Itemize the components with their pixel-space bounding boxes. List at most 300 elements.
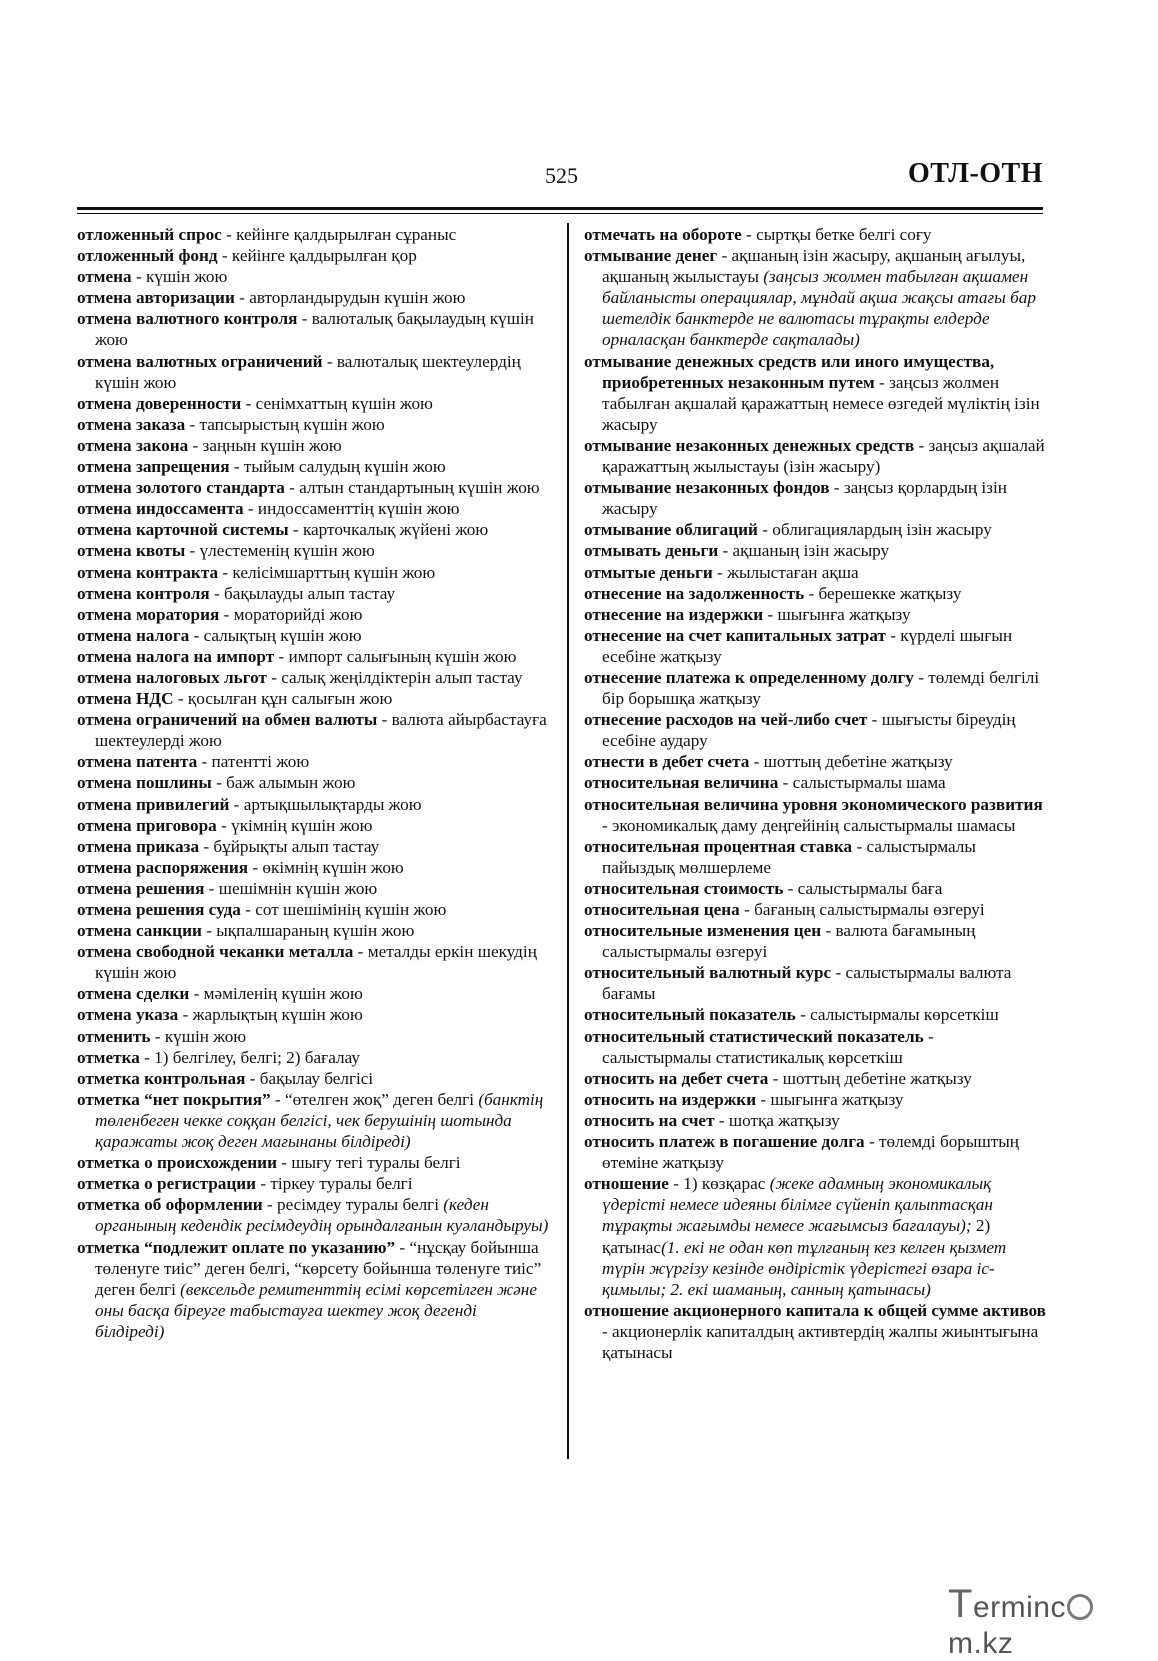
entry-term: отнесение платежа к определенному долгу: [584, 667, 914, 687]
entry-term: отмена золотого стандарта: [77, 478, 285, 498]
column-divider: [567, 223, 569, 1459]
entry-definition: салыстырмалы көрсеткіш: [810, 1005, 999, 1025]
dictionary-entry: [584, 836, 1046, 878]
entry-term: отметка “нет покрытия”: [77, 1089, 271, 1109]
entry-definition: салыстырмалы пайыздық мөлшерлеме: [602, 836, 976, 877]
entry-term: отмывание незаконных фондов: [584, 478, 830, 498]
entry-definition: ықпалшараның күшін жою: [216, 921, 415, 941]
dictionary-entry: [77, 393, 549, 414]
entry-definition: заңсыз қорлардың ізін жасыру: [602, 478, 1007, 519]
entry-separator: -: [602, 1321, 613, 1341]
dictionary-entry: [584, 1068, 1046, 1089]
entry-term: отметка “подлежит оплате по указанию”: [77, 1237, 396, 1257]
entry-note: (банктің төленбеген чекке соққан белгісі, чек берушінің шотында қаражаты жоқ деген мағынаны білдіреді): [95, 1089, 544, 1152]
dictionary-entry: [584, 772, 1046, 793]
entry-definition: кейінге қалдырылған қор: [231, 246, 417, 266]
entry-term: относительный валютный курс: [584, 963, 832, 983]
watermark-text-3: m.kz: [948, 1627, 1014, 1660]
entry-definition: заңнын күшін жою: [202, 435, 342, 455]
entry-term: отмывание облигаций: [584, 520, 758, 540]
entry-separator: -: [131, 267, 146, 287]
entry-separator: -: [852, 836, 867, 856]
entry-definition: салық жеңілдіктерін алып тастау: [281, 667, 523, 687]
entry-definition: жарлықтың күшін жою: [192, 1005, 363, 1025]
entry-definition: берешекке жатқызу: [818, 583, 962, 603]
entry-term: отмена решения: [77, 878, 205, 898]
watermark-letter-t: T: [948, 1582, 973, 1626]
entry-definition: ақшаның ізін жасыру, ақшаның ағылуы, ақшаның жылыстауы: [602, 246, 1026, 287]
watermark-text-2: c: [1050, 1591, 1066, 1624]
entry-separator: -: [189, 984, 204, 1004]
dictionary-entry: [77, 435, 549, 456]
entry-separator: -: [712, 562, 728, 582]
entry-term: отмена заказа: [77, 414, 186, 434]
dictionary-entry: [77, 224, 549, 245]
dictionary-entry: [584, 583, 1046, 604]
entry-separator: -: [288, 520, 303, 540]
dictionary-entry: [77, 519, 549, 540]
entry-separator: -: [768, 1068, 783, 1088]
dictionary-entry: [77, 245, 549, 266]
entry-term: отметка: [77, 1047, 140, 1067]
dictionary-entry: [584, 477, 1046, 519]
entry-definition: салыстырмалы статистикалық көрсеткіш: [602, 1047, 903, 1067]
entry-separator: -: [831, 963, 846, 983]
dictionary-entry: [584, 1004, 1046, 1025]
header-rule-thick: [77, 207, 1043, 210]
entry-definition: валюталық шектеулердің күшін жою: [95, 351, 521, 392]
entry-term: отмена патента: [77, 752, 198, 772]
dictionary-entry: [77, 583, 549, 604]
entry-definition: “нұсқау бойынша төленуге тиіс” деген белгі, “көрсету бойынша төленуге тиіс” деген белгі: [95, 1237, 542, 1299]
entry-term: отмена приказа: [77, 836, 200, 856]
dictionary-entry: [77, 836, 549, 857]
entry-definition: күрделі шығын есебіне жатқызу: [602, 625, 1013, 666]
entry-separator: -: [197, 752, 212, 772]
entry-definition: импорт салығының күшін жою: [288, 646, 517, 666]
entry-separator: -: [795, 1005, 811, 1025]
entry-definition: келісімшарттың күшін жою: [232, 562, 436, 582]
entry-definition: патентті жою: [211, 752, 310, 772]
entry-definition: тапсырыстың күшін жою: [199, 414, 385, 434]
entry-separator: -: [284, 478, 300, 498]
entry-separator: -: [353, 942, 368, 962]
entry-definition: авторландырудын күшін жою: [249, 288, 466, 308]
entry-definition: үкімнің күшін жою: [231, 815, 373, 835]
entry-term: относить на дебет счета: [584, 1068, 769, 1088]
entry-separator: -: [763, 604, 778, 624]
dictionary-entry: [77, 646, 549, 667]
entry-definition: күшін жою: [164, 1026, 247, 1046]
entry-separator: -: [270, 1089, 285, 1109]
entry-term: отмена привилегий: [77, 794, 230, 814]
entry-definition: күшін жою: [145, 267, 228, 287]
entry-term: отмытые деньги: [584, 562, 713, 582]
dictionary-entry: [77, 772, 549, 793]
dictionary-entry: [77, 815, 549, 836]
entry-separator: -: [185, 414, 200, 434]
dictionary-entry: [584, 1131, 1046, 1173]
dictionary-entry: [77, 751, 549, 772]
dictionary-entry: [584, 245, 1046, 350]
entry-term: относительная величина уровня экономического развития: [584, 794, 1043, 814]
header-rule-thin: [77, 213, 1043, 214]
dictionary-entry: [77, 562, 549, 583]
dictionary-entry: [77, 498, 549, 519]
entry-separator: -: [218, 562, 233, 582]
dictionary-entry: [77, 308, 549, 350]
entry-definition: жылыстаған ақша: [727, 562, 859, 582]
entry-separator: -: [395, 1237, 410, 1257]
entry-term: отмена сделки: [77, 984, 190, 1004]
entry-separator: -: [139, 1047, 155, 1067]
entry-separator: -: [243, 499, 258, 519]
dictionary-entry: [77, 456, 549, 477]
entry-separator: -: [778, 773, 793, 793]
entry-term: отмена контроля: [77, 583, 210, 603]
entry-definition: мәміленің күшін жою: [203, 984, 363, 1004]
entry-separator: -: [241, 393, 256, 413]
entry-definition: сот шешімінің күшін жою: [255, 900, 447, 919]
entry-separator: -: [188, 435, 203, 455]
entry-definition: акционерлік капиталдың активтердің жалпы жиынтығына қатынасы: [602, 1321, 1039, 1362]
dictionary-entry: [77, 1173, 549, 1194]
entry-term: отнесение на издержки: [584, 604, 764, 624]
dictionary-entry: [77, 1089, 549, 1152]
entry-definition: салықтың күшін жою: [203, 625, 362, 645]
dictionary-entry: [77, 1004, 549, 1025]
entry-separator: -: [804, 583, 819, 603]
entry-separator: -: [221, 225, 237, 244]
dictionary-entry: [77, 1194, 549, 1236]
dictionary-entry: [584, 1300, 1046, 1363]
entry-note: (жеке адамның экономикалық үдерісті немесе идеяны білімге сүйеніп қалыптасқан тұрақты жағымды немесе жағымсыз бағалауы);: [602, 1174, 993, 1236]
page-number: 525: [545, 163, 578, 188]
entry-term: отложенный спрос: [77, 225, 222, 244]
entry-definition: валюта бағамының салыстырмалы өзгеруі: [602, 921, 976, 962]
entry-definition: экономикалық даму деңгейінің салыстырмалы шамасы: [612, 815, 1016, 835]
entry-term: отмена пошлины: [77, 773, 212, 793]
entry-term: отмена налога: [77, 625, 190, 645]
entry-separator: -: [821, 921, 836, 941]
dictionary-entry: [584, 709, 1046, 751]
entry-term: отменить: [77, 1026, 151, 1046]
entry-term: отмена доверенности: [77, 393, 242, 413]
entry-separator: -: [229, 794, 244, 814]
entry-separator: -: [248, 857, 263, 877]
entry-separator: -: [211, 773, 227, 793]
entry-term: отмена валютных ограничений: [77, 351, 323, 371]
entry-definition: заңсыз ақшалай қаражаттың жылыстауы (ізін жасыру): [602, 435, 1045, 477]
dictionary-entry: [584, 562, 1046, 583]
entry-term: отметка о происхождении: [77, 1153, 277, 1173]
entry-term: относительная величина: [584, 773, 779, 793]
entry-definition: бақылауды алып тастау: [223, 583, 396, 603]
entry-definition-2: 2) қатынас: [602, 1216, 991, 1257]
entry-definition: кейінге қалдырылған сұраныс: [236, 225, 457, 244]
entry-separator: -: [229, 457, 244, 477]
right-column: [584, 224, 1046, 1363]
entry-term: отнести в дебет счета: [584, 752, 750, 772]
dictionary-entry: [77, 414, 549, 435]
entry-definition: 1) көзқарас: [683, 1174, 766, 1194]
entry-definition: облигациялардың ізін жасыру: [772, 520, 992, 540]
dictionary-entry: [77, 266, 549, 287]
entry-term: относительный показатель: [584, 1005, 796, 1025]
entry-term: отмена квоты: [77, 541, 186, 561]
entry-term: отнесение на счет капитальных затрат: [584, 625, 886, 645]
entry-separator: -: [217, 246, 232, 266]
entry-definition: шотқа жатқызу: [728, 1110, 840, 1130]
entry-term: отмена индоссамента: [77, 499, 244, 519]
entry-term: отношение: [584, 1174, 669, 1194]
entry-term: отнесение на задолженность: [584, 583, 805, 603]
entry-separator: -: [262, 1195, 277, 1215]
entry-term: отмена налоговых льгот: [77, 667, 267, 687]
dictionary-entry: [584, 1026, 1046, 1068]
entry-separator: -: [717, 246, 732, 266]
entry-term: отмена ограничений на обмен валюты: [77, 710, 378, 730]
entry-definition: артықшылықтарды жою: [243, 794, 422, 814]
entry-term: отмывать деньги: [584, 541, 719, 561]
entry-term: отнесение расходов на чей-либо счет: [584, 710, 868, 730]
entry-definition: шоттың дебетіне жатқызу: [763, 752, 953, 772]
dictionary-entry: [584, 920, 1046, 962]
entry-separator: -: [377, 710, 392, 730]
entry-definition: сенімхаттың күшін жою: [255, 393, 433, 413]
dictionary-entry: [77, 899, 549, 920]
entry-term: отмена приговора: [77, 815, 217, 835]
entry-separator: -: [756, 1089, 771, 1109]
entry-term: относить на издержки: [584, 1089, 757, 1109]
termincom-watermark-logo: [948, 1582, 1158, 1661]
entry-definition: шешімнін күшін жою: [218, 878, 378, 898]
entry-term: отмена свободной чеканки металла: [77, 942, 354, 962]
entry-term: отмена закона: [77, 435, 189, 455]
entry-definition: 1) белгілеу, белгі; 2) бағалау: [154, 1047, 360, 1067]
entry-term: относительные изменения цен: [584, 921, 822, 941]
dictionary-entry: [77, 1026, 549, 1047]
entry-separator: -: [209, 583, 224, 603]
entry-separator: -: [185, 541, 200, 561]
entry-separator: -: [867, 710, 882, 730]
entry-term: отмечать на обороте: [584, 225, 742, 244]
dictionary-entry: [77, 1152, 549, 1173]
entry-separator: -: [189, 625, 204, 645]
entry-definition: индоссаменттің күшін жою: [257, 499, 460, 519]
entry-definition: шығынға жатқызу: [777, 604, 911, 624]
entry-term: отношение акционерного капитала к общей сумме активов: [584, 1300, 1046, 1320]
dictionary-entry: [77, 1068, 549, 1089]
entry-separator: -: [178, 1005, 193, 1025]
entry-term: относить платеж в погашение долга: [584, 1132, 865, 1152]
entry-definition: тіркеу туралы белгі: [270, 1174, 413, 1194]
dictionary-entry: [584, 751, 1046, 772]
entry-definition: шығынға жатқызу: [770, 1089, 904, 1109]
dictionary-entry: [584, 1110, 1046, 1131]
dictionary-entry: [77, 857, 549, 878]
entry-definition: төлемді белгілі бір борышқа жатқызу: [602, 667, 1040, 709]
entry-separator: -: [266, 667, 282, 687]
entry-separator: -: [829, 478, 844, 498]
entry-separator: -: [204, 878, 219, 898]
entry-definition: карточкалық жүйені жою: [302, 520, 489, 540]
dictionary-entry: [77, 540, 549, 561]
dictionary-entry: [584, 1089, 1046, 1110]
entry-separator: -: [913, 667, 929, 687]
entry-note: (заңсыз жолмен табылған ақшамен байланысты операциялар, мұндай ақша жақсы атағы бар шетелдік банктерде не валютасы тұрақты елдерде орналасқан банктерде сақталады): [602, 267, 1036, 350]
entry-definition: тыйым салудың күшін жою: [243, 457, 446, 477]
dictionary-entry: [77, 1237, 549, 1342]
entry-separator: -: [718, 541, 733, 561]
dictionary-entry: [77, 351, 549, 393]
entry-term: отмена налога на импорт: [77, 646, 275, 666]
entry-definition: заңсыз жолмен табылған ақшалай қаражаттың немесе өзгедей мүліктің ізін жасыру: [602, 372, 1040, 434]
left-column: [77, 224, 549, 1342]
dictionary-entry: [584, 962, 1046, 1004]
dictionary-entry: [584, 604, 1046, 625]
entry-separator: -: [757, 520, 773, 540]
entry-term: отмена моратория: [77, 604, 220, 624]
entry-separator: -: [276, 1153, 292, 1173]
dictionary-entry: [77, 709, 549, 751]
entry-term: отмена авторизации: [77, 288, 235, 308]
dictionary-entry: [77, 667, 549, 688]
entry-separator: -: [274, 646, 289, 666]
watermark-text-1: ermin: [972, 1591, 1051, 1624]
entry-separator: -: [216, 815, 232, 835]
entry-separator: -: [914, 435, 929, 455]
entry-definition: “өтелген жоқ” деген белгі: [284, 1089, 475, 1109]
entry-definition: салыстырмалы шама: [792, 773, 946, 793]
entry-term: отмена распоряжения: [77, 857, 249, 877]
entry-separator: -: [923, 1026, 934, 1046]
dictionary-entry: [77, 625, 549, 646]
entry-definition: салыстырмалы баға: [797, 878, 943, 898]
entry-separator: -: [885, 625, 901, 645]
entry-separator: -: [201, 921, 217, 941]
entry-term: отмывание денег: [584, 246, 718, 266]
entry-definition: шоттың дебетіне жатқызу: [782, 1068, 972, 1088]
dictionary-entry: [584, 667, 1046, 709]
entry-definition: үлестеменің күшін жою: [199, 541, 375, 561]
entry-definition: валюта айырбастауға шектеулерді жою: [95, 710, 547, 751]
entry-term: отмена карточной системы: [77, 520, 289, 540]
entry-term: отмывание денежных средств или иного имущества, приобретенных незаконным путем: [584, 351, 995, 392]
entry-definition: алтын стандартының күшін жою: [299, 478, 540, 498]
entry-definition: қосылған құн салығын жою: [187, 689, 393, 709]
entry-separator: -: [783, 878, 798, 898]
dictionary-entry: [77, 941, 549, 983]
entry-separator: -: [668, 1174, 684, 1194]
entry-separator: -: [199, 836, 214, 856]
dictionary-entry: [584, 878, 1046, 899]
entry-note: (кеден органының кедендік ресімдеудің орындалғанын куәландыруы): [95, 1195, 549, 1236]
entry-definition: металды еркін шекудің күшін жою: [95, 942, 537, 983]
entry-definition: валюталық бақылаудың күшін жою: [95, 309, 534, 350]
dictionary-entry: [77, 878, 549, 899]
entry-separator: -: [874, 372, 890, 392]
entry-term: отмена НДС: [77, 689, 174, 709]
dictionary-entry: [77, 920, 549, 941]
entry-term: относительный статистический показатель: [584, 1026, 924, 1046]
entry-term: отмывание незаконных денежных средств: [584, 435, 915, 455]
entry-separator: -: [297, 309, 312, 329]
entry-note-2: (1. екі не одан көп тұлғаның кез келген қызмет түрін жүргізу кезінде өндірістік үдерістегі өзара іс-қимылы; 2. екі шаманың, санның қатынасы): [602, 1237, 1007, 1299]
entry-term: отмена указа: [77, 1005, 179, 1025]
dictionary-entry: [584, 1173, 1046, 1300]
entry-definition: шығысты біреудің есебіне аудару: [602, 710, 1016, 751]
entry-definition: өкімнің күшін жою: [262, 857, 404, 877]
entry-term: относительная процентная ставка: [584, 836, 853, 856]
entry-term: отмена санкции: [77, 921, 202, 941]
dictionary-entry: [584, 435, 1046, 477]
entry-definition: бағаның салыстырмалы өзгеруі: [754, 900, 985, 919]
dictionary-entry: [77, 688, 549, 709]
dictionary-entry: [77, 604, 549, 625]
entry-term: отмена: [77, 267, 132, 287]
entry-definition: баж алымын жою: [226, 773, 356, 793]
entry-separator: -: [256, 1174, 271, 1194]
dictionary-entry: [77, 287, 549, 308]
entry-term: отмена валютного контроля: [77, 309, 298, 329]
entry-term: отложенный фонд: [77, 246, 218, 266]
entry-separator: -: [739, 900, 755, 919]
entry-separator: -: [173, 689, 188, 709]
entry-term: относительная цена: [584, 900, 740, 919]
entry-term: отметка об оформлении: [77, 1195, 263, 1215]
entry-definition: бұйрықты алып тастау: [213, 836, 380, 856]
entry-term: отмена решения суда: [77, 900, 241, 919]
entry-separator: -: [245, 1068, 260, 1088]
dictionary-entry: [584, 224, 1046, 245]
entry-separator: -: [714, 1110, 729, 1130]
entry-separator: -: [602, 815, 613, 835]
entry-separator: -: [864, 1132, 879, 1152]
dictionary-entry: [584, 351, 1046, 435]
entry-definition: сыртқы бетке белгі соғу: [756, 225, 932, 244]
entry-separator: -: [322, 351, 337, 371]
entry-separator: -: [240, 900, 256, 919]
entry-definition: мораторийді жою: [233, 604, 363, 624]
entry-separator: -: [741, 225, 757, 244]
entry-definition: бақылау белгісі: [259, 1068, 374, 1088]
entry-note: (вексельде ремитенттің есімі көрсетілген және оны басқа біреуге табыстауға шектеу жоқ дегенді білдіреді): [95, 1279, 537, 1341]
watermark-circle-icon: [1067, 1594, 1093, 1620]
entry-definition: шығу тегі туралы белгі: [291, 1153, 461, 1173]
dictionary-entry: [584, 899, 1046, 920]
entry-term: отметка контрольная: [77, 1068, 246, 1088]
dictionary-entry: [584, 540, 1046, 561]
entry-separator: -: [219, 604, 234, 624]
dictionary-entry: [584, 625, 1046, 667]
entry-term: отметка о регистрации: [77, 1174, 257, 1194]
entry-definition: ақшаның ізін жасыру: [732, 541, 890, 561]
dictionary-entry: [77, 794, 549, 815]
running-head: ОТЛ-ОТН: [908, 158, 1043, 189]
entry-term: отмена контракта: [77, 562, 219, 582]
dictionary-entry: [77, 477, 549, 498]
entry-definition: төлемді борыштың өтеміне жатқызу: [602, 1132, 1019, 1173]
dictionary-entry: [77, 983, 549, 1004]
entry-definition: салыстырмалы валюта бағамы: [602, 963, 1012, 1004]
entry-term: относительная стоимость: [584, 878, 784, 898]
dictionary-entry: [77, 1047, 549, 1068]
entry-term: отмена запрещения: [77, 457, 230, 477]
entry-separator: -: [234, 288, 250, 308]
entry-term: относить на счет: [584, 1110, 715, 1130]
entry-separator: -: [749, 752, 764, 772]
